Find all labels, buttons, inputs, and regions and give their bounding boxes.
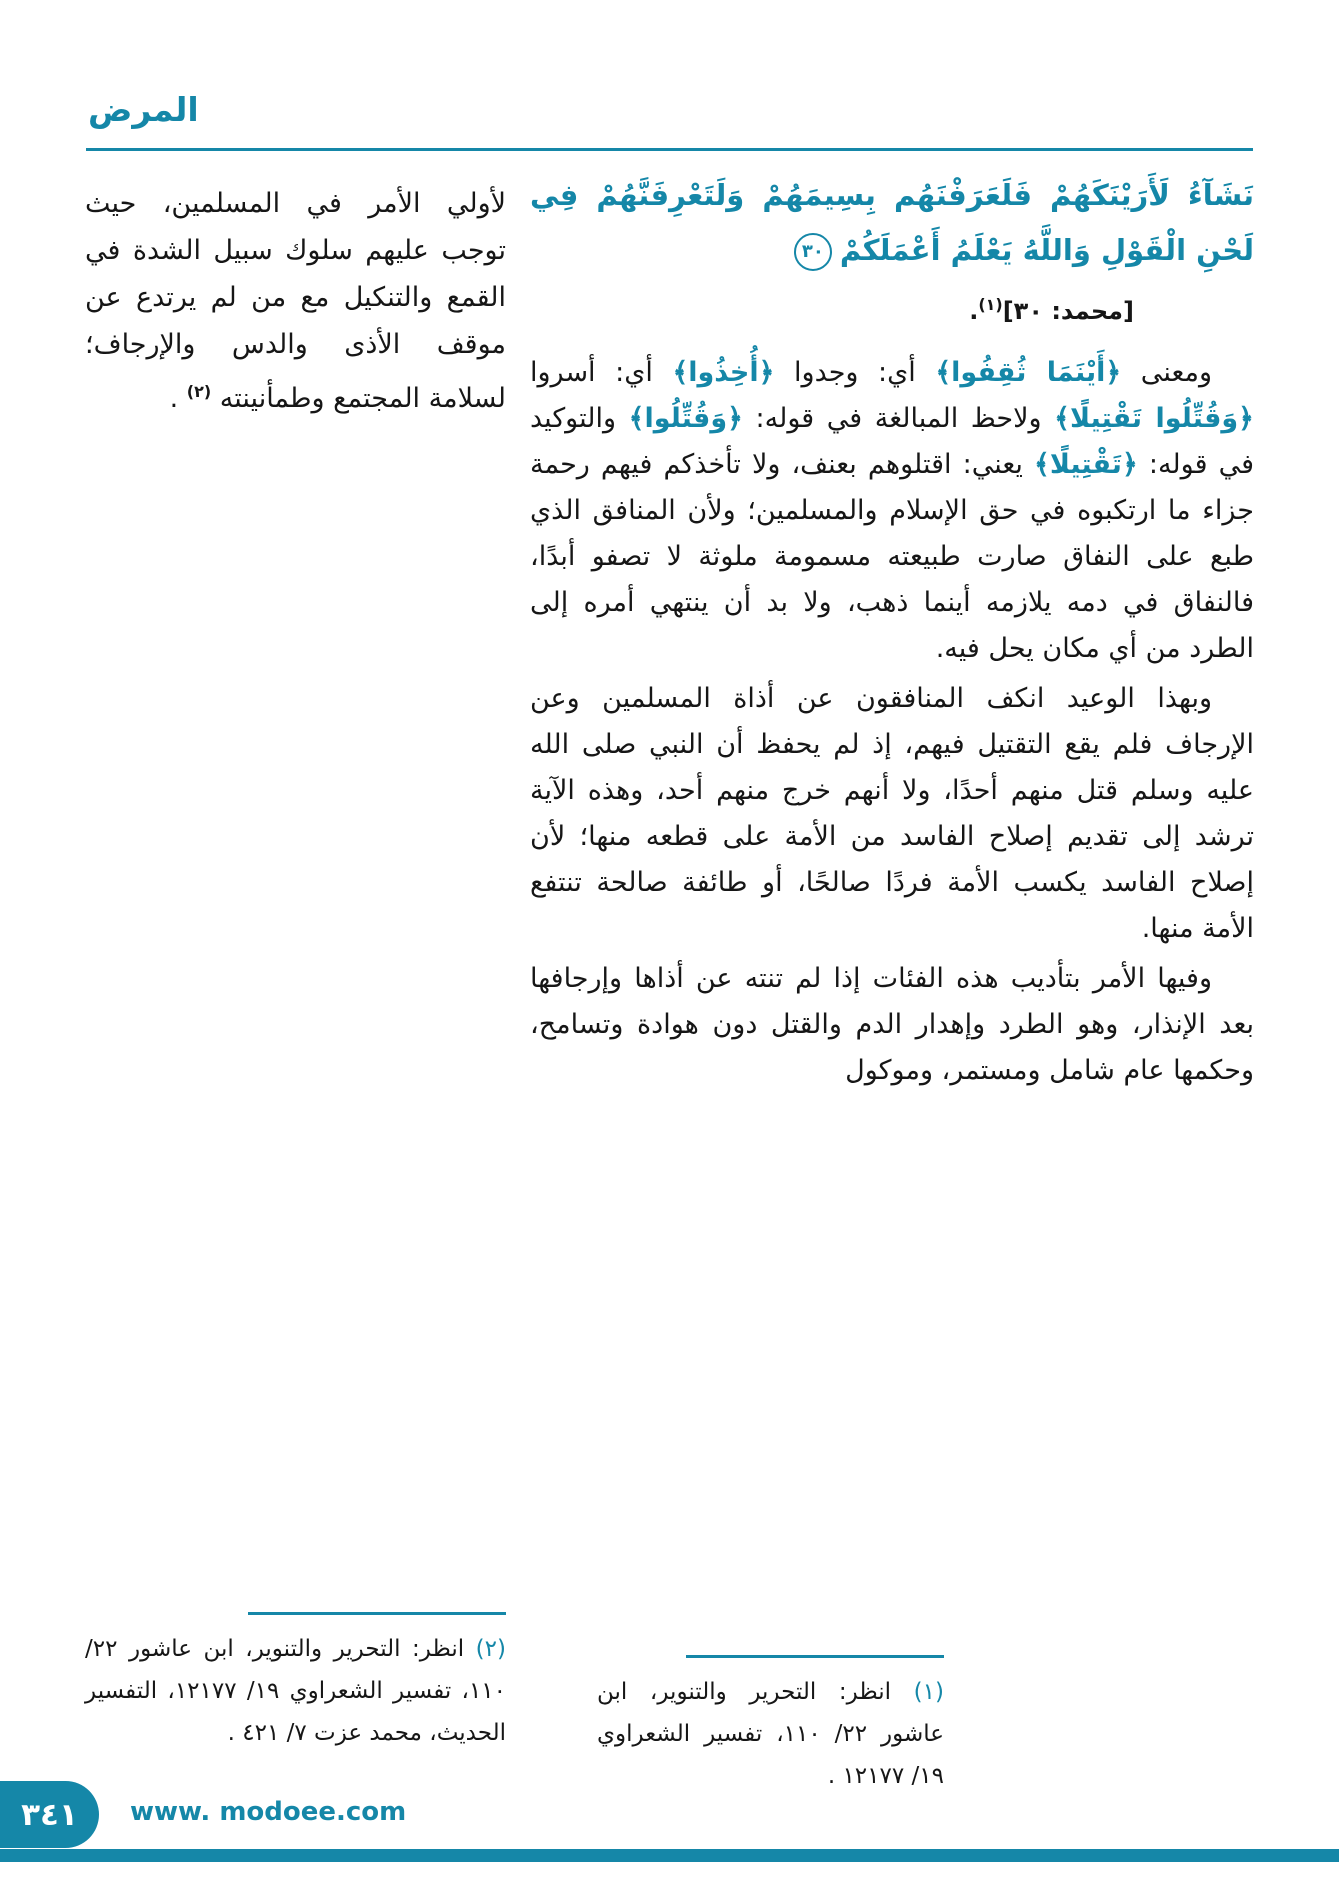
inline-quran-quote: ﴿أَيْنَمَا ثُقِفُوا﴾ xyxy=(935,357,1122,388)
running-header: المرض xyxy=(88,90,199,129)
footnote-text-2 xyxy=(85,1628,506,1754)
main-column xyxy=(530,168,1254,1098)
footer-strip xyxy=(0,1849,1339,1862)
footnote-block-1 xyxy=(597,1655,944,1797)
footnote-mark-1: (١) xyxy=(978,295,1003,314)
quran-verse xyxy=(530,168,1254,278)
inline-quran-quote: ﴿أُخِذُوا﴾ xyxy=(672,357,775,388)
website-link[interactable]: www. modoee.com xyxy=(130,1797,407,1827)
header-rule xyxy=(86,148,1253,151)
footnote-number-1: (١) xyxy=(913,1679,944,1705)
inline-quran-quote: ﴿تَقْتِيلًا﴾ xyxy=(1034,449,1138,480)
verse-reference-period: . xyxy=(969,297,979,325)
body-paragraph: وفيها الأمر بتأديب هذه الفئات إذا لم تنته عن أذاها وإرجافها بعد الإنذار، وهو الطرد وإهدار الدم والقتل دون هوادة وتسامح، وحكمها عام شامل ومستمر، وموكول xyxy=(530,963,1254,1086)
tafsir-text: والتوكيد في قوله: xyxy=(530,403,1255,480)
tafsir-text: أي: وجدوا xyxy=(774,357,936,388)
footnote-block-2 xyxy=(85,1612,506,1754)
inline-quran-quote: ﴿وَقُتِّلُوا تَقْتِيلًا﴾ xyxy=(1054,403,1254,434)
tafsir-text: ومعنى xyxy=(1121,357,1212,388)
ayah-number-ornament: ٣٠ xyxy=(794,233,832,271)
footnote-body-2: انظر: التحرير والتنوير، ابن عاشور ٢٢/ ١١٠، تفسير الشعراوي ١٩/ ١٢١٧٧، التفسير الحديث، محمد عزت ٧/ ٤٢١ . xyxy=(85,1636,506,1746)
side-paragraph-period: . xyxy=(169,383,187,414)
side-column xyxy=(85,180,506,422)
footnote-body-1: انظر: التحرير والتنوير، ابن عاشور ٢٢/ ١١٠، تفسير الشعراوي ١٩/ ١٢١٧٧ . xyxy=(597,1679,944,1789)
footnote-number-2: (٢) xyxy=(475,1636,506,1662)
footnote-mark-2: (٢) xyxy=(186,382,212,401)
side-paragraph xyxy=(85,180,506,422)
page-number-badge: ٣٤١ xyxy=(0,1781,99,1848)
inline-quran-quote: ﴿وَقُتِّلُوا﴾ xyxy=(628,403,743,434)
footnote-separator xyxy=(248,1612,506,1615)
verse-reference-text: [محمد: ٣٠] xyxy=(1002,297,1134,325)
footnote-separator xyxy=(686,1655,944,1658)
tafsir-text: ولاحظ المبالغة في قوله: xyxy=(742,403,1055,434)
body-paragraph: وبهذا الوعيد انكف المنافقون عن أذاة المسلمين وعن الإرجاف فلم يقع التقتيل فيهم، إذ لم يحفظ أن النبي صلى الله عليه وسلم قتل منهم أحدًا، ولا أنهم خرج منهم أحد، وهذه الآية ترشد إلى تقديم إصلاح الفاسد من الأمة على قطعه منها؛ لأن إصلاح الفاسد يكسب الأمة فردًا صالحًا، أو طائفة صالحة تنتفع الأمة منها. xyxy=(530,683,1254,944)
footnote-text-1 xyxy=(597,1671,944,1797)
tafsir-text: أي: أسروا xyxy=(530,357,673,388)
quran-verse-text: نَشَآءُ لَأَرَيْنَكَهُمْ فَلَعَرَفْنَهُم بِسِيمَهُمْ وَلَتَعْرِفَنَّهُمْ فِي لَحْنِ الْقَوْلِ وَاللَّهُ يَعْلَمُ أَعْمَلَكُمْ xyxy=(530,178,1254,267)
tafsir-text: يعني: اقتلوهم بعنف، ولا تأخذكم فيهم رحمة جزاء ما ارتكبوه في حق الإسلام والمسلمين؛ ولأن المنافق الذي طبع على النفاق صارت طبيعته مسمومة ملوثة لا تصفو أبدًا، فالنفاق في دمه يلازمه أينما ذهب، ولا بد أن ينتهي أمره إلى الطرد من أي مكان يحل فيه. xyxy=(530,449,1254,664)
tafsir-paragraph xyxy=(530,350,1254,672)
verse-reference xyxy=(530,286,1134,330)
side-paragraph-text: لأولي الأمر في المسلمين، حيث توجب عليهم سلوك سبيل الشدة في القمع والتنكيل مع من لم يرتدع عن موقف الأذى والدس والإرجاف؛ لسلامة المجتمع وطمأنينته xyxy=(85,188,506,414)
